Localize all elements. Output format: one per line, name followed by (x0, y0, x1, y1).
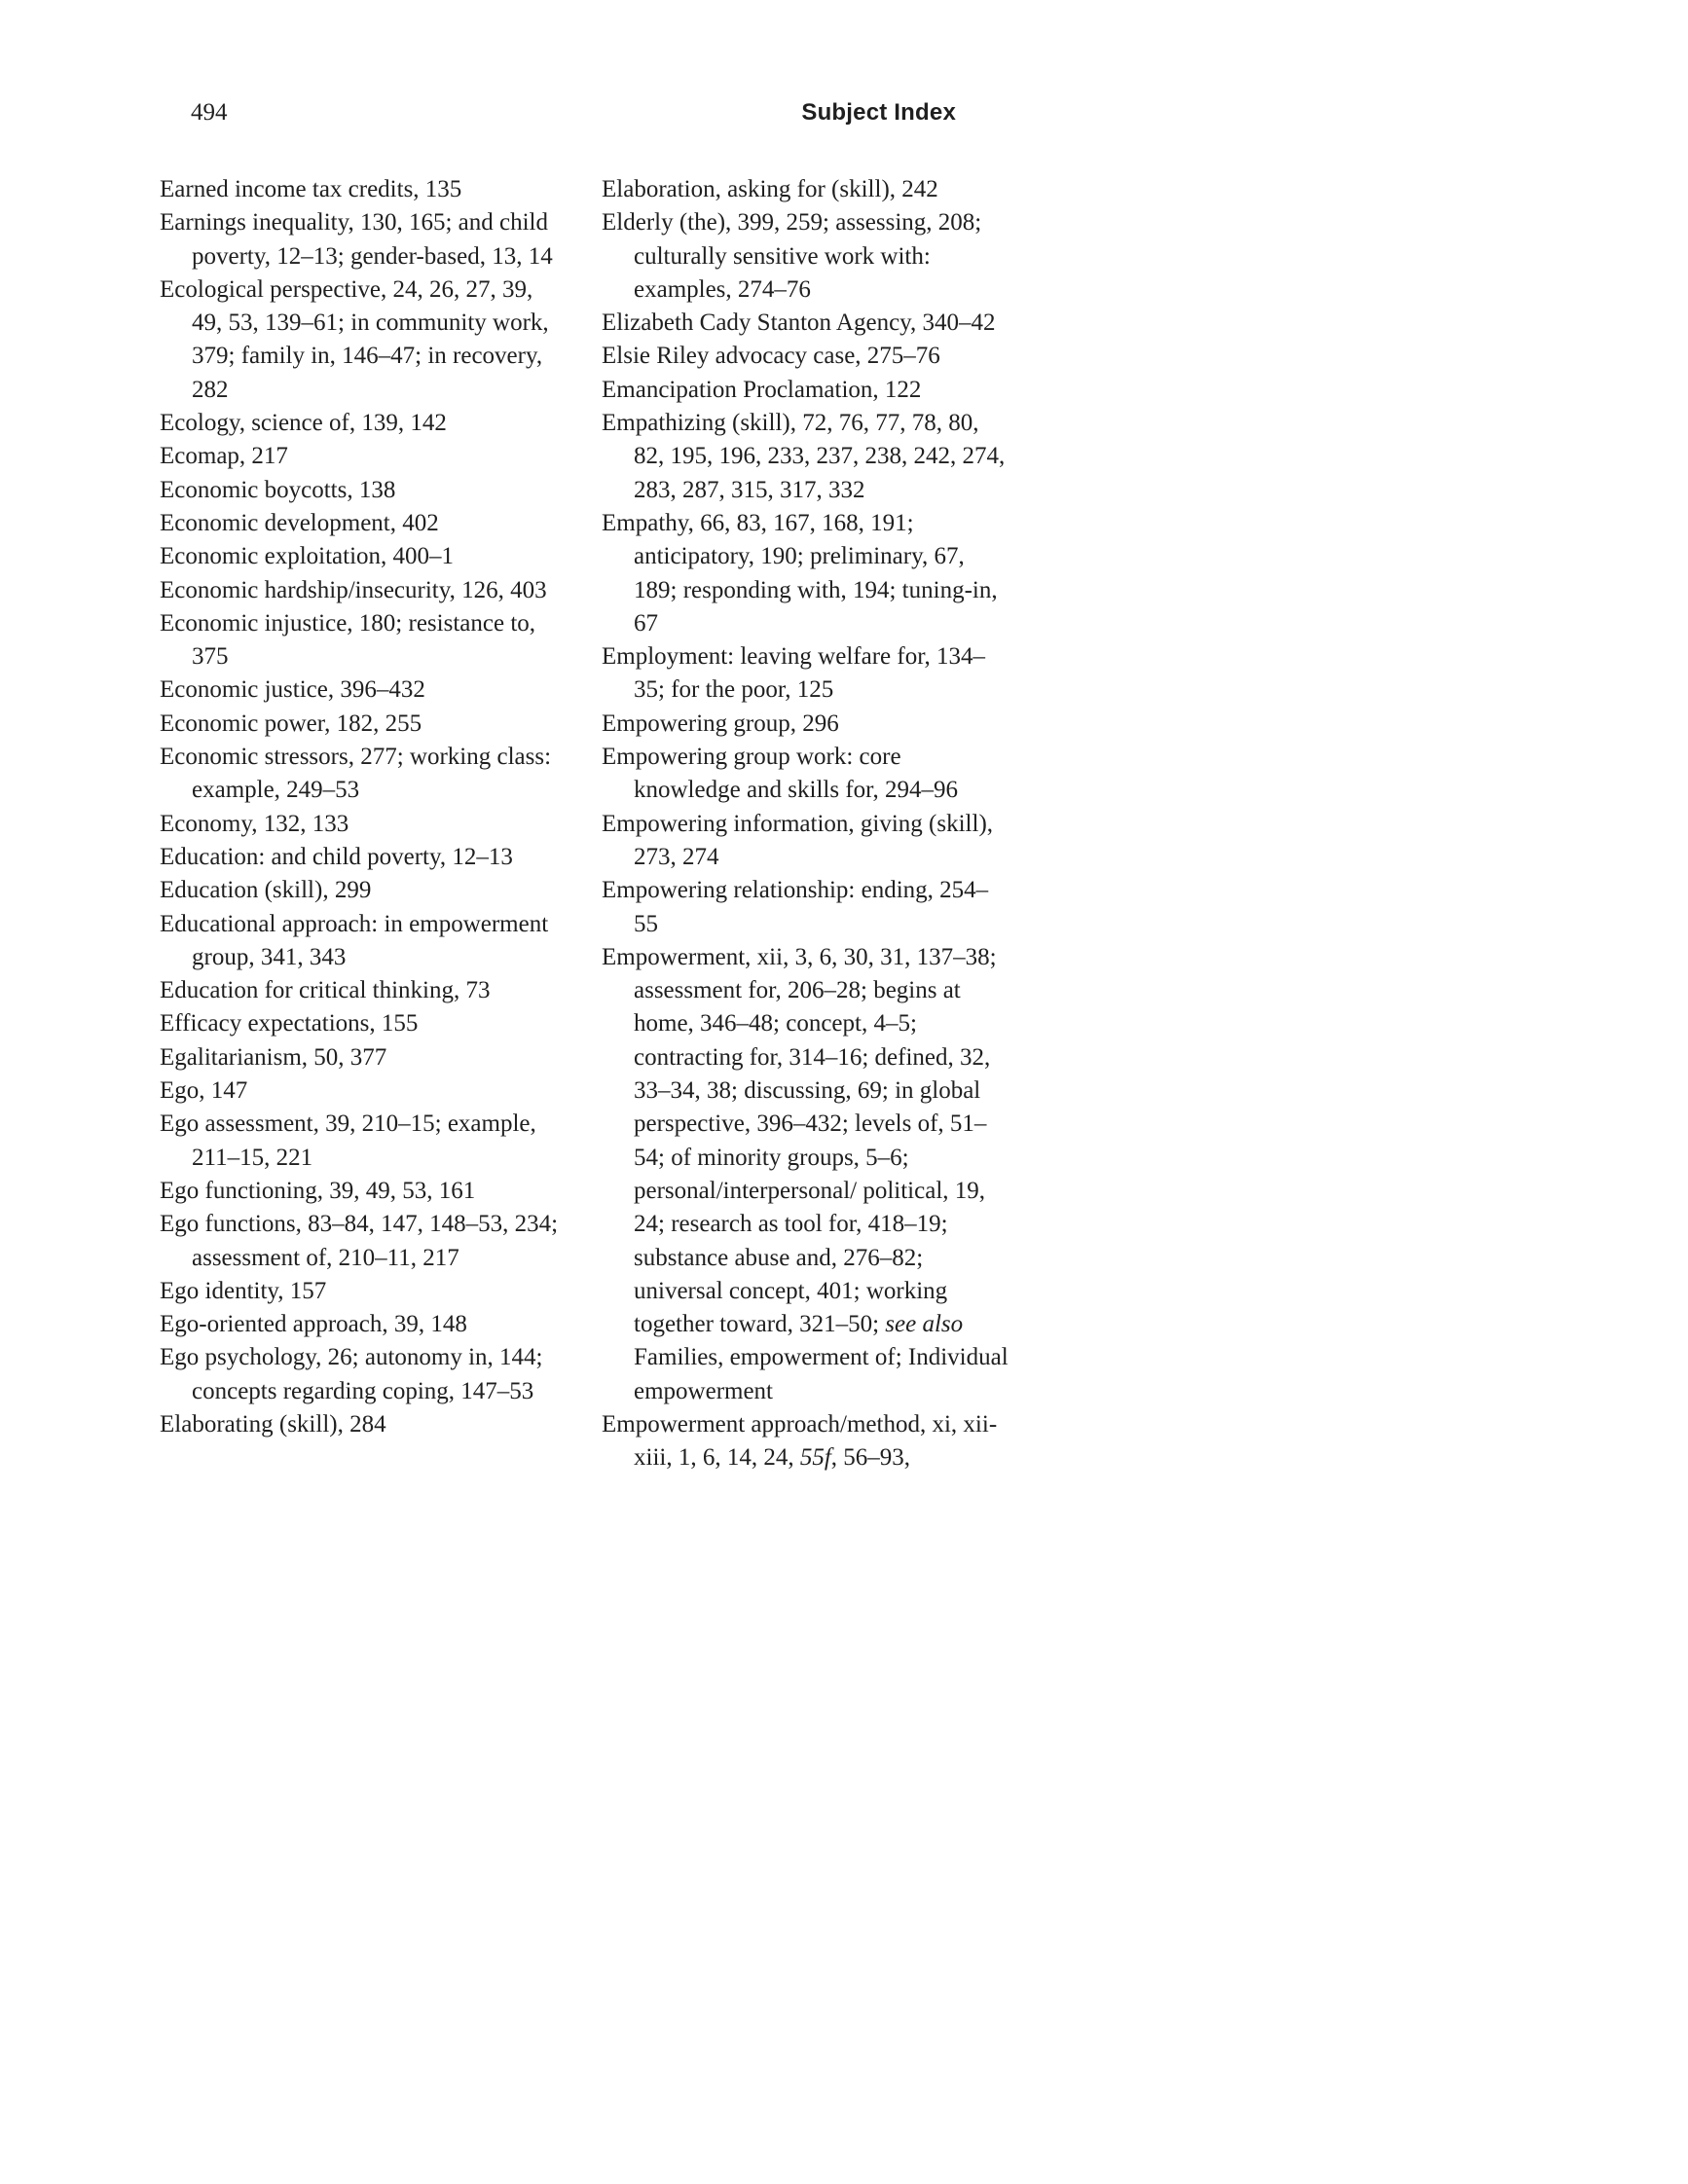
index-column-left (160, 173, 569, 1441)
index-entry: Economy, 132, 133 (160, 810, 349, 837)
index-entry: Empathizing (skill), 72, 76, 77, 78, 80, 82, 195, 196, 233, 237, 238, 242, 274, 283, 287, 315, 317, 332 (602, 410, 1006, 503)
index-entry: Educational approach: in empowerment group, 341, 343 (160, 910, 549, 970)
index-entry: Economic hardship/insecurity, 126, 403 (160, 576, 547, 603)
index-entry: Elderly (the), 399, 259; assessing, 208; culturally sensitive work with: examples, 274–76 (602, 209, 982, 303)
index-entry: Ecology, science of, 139, 142 (160, 410, 447, 437)
figure-reference: 55f (799, 1444, 831, 1472)
index-entry: Education (skill), 299 (160, 877, 372, 904)
index-entry: Emancipation Proclamation, 122 (602, 376, 922, 403)
index-entry: Ego-oriented approach, 39, 148 (160, 1311, 467, 1338)
index-entry: Economic stressors, 277; working class: example, 249–53 (160, 744, 552, 804)
index-entry: Ego identity, 157 (160, 1277, 327, 1304)
page-header (191, 93, 956, 132)
running-head: Subject Index (801, 99, 956, 126)
index-entry: Economic justice, 396–432 (160, 676, 425, 704)
index-entry: Empowering group, 296 (602, 710, 839, 737)
index-entry: Empowering relationship: ending, 254–55 (602, 877, 989, 937)
see-also-targets: Families, empowerment of; Individual empowerment (634, 1344, 1009, 1404)
index-entry: Ego, 147 (160, 1077, 248, 1105)
index-entry: Egalitarianism, 50, 377 (160, 1043, 387, 1071)
index-entry: Efficacy expectations, 155 (160, 1010, 419, 1037)
index-entry: Economic power, 182, 255 (160, 710, 422, 737)
index-entry: Ego functions, 83–84, 147, 148–53, 234; assessment of, 210–11, 217 (160, 1211, 559, 1271)
index-entry-empowerment (602, 941, 1010, 1408)
index-entry: Elizabeth Cady Stanton Agency, 340–42 (602, 309, 996, 337)
index-entry: Ego functioning, 39, 49, 53, 161 (160, 1177, 476, 1204)
index-entry-text: Empowerment approach/method, xi, xii-xiii, 1, 6, 14, 24, (602, 1410, 998, 1472)
index-entry: Ego psychology, 26; autonomy in, 144; concepts regarding coping, 147–53 (160, 1344, 543, 1404)
index-column-right (602, 173, 1010, 1475)
index-entry: Employment: leaving welfare for, 134–35; for the poor, 125 (602, 643, 986, 704)
index-entry: Economic exploitation, 400–1 (160, 543, 455, 570)
index-entry: Earned income tax credits, 135 (160, 176, 462, 202)
index-entry-empowerment-approach (602, 1408, 1010, 1475)
index-entry: Earnings inequality, 130, 165; and child poverty, 12–13; gender-based, 13, 14 (160, 209, 553, 270)
index-entry: Ecomap, 217 (160, 443, 288, 470)
index-entry: Economic development, 402 (160, 509, 439, 536)
index-entry: Education: and child poverty, 12–13 (160, 843, 513, 870)
index-entry: Ecological perspective, 24, 26, 27, 39, 49, 53, 139–61; in community work, 379; family in, 146–47; in recovery, 282 (160, 275, 549, 403)
index-entry: Education for critical thinking, 73 (160, 977, 491, 1004)
index-entry: Economic boycotts, 138 (160, 476, 396, 503)
index-entry: Empathy, 66, 83, 167, 168, 191; anticipatory, 190; preliminary, 67, 189; responding with, 194; tuning-in, 67 (602, 509, 998, 637)
index-entry: Elaboration, asking for (skill), 242 (602, 176, 938, 202)
index-entry: Elaborating (skill), 284 (160, 1410, 386, 1438)
index-entry: Ego assessment, 39, 210–15; example, 211–15, 221 (160, 1110, 536, 1171)
index-entry: Economic injustice, 180; resistance to, 375 (160, 609, 536, 671)
index-entry-text: Empowerment, xii, 3, 6, 30, 31, 137–38; assessment for, 206–28; begins at home, 346–48; concept, 4–5; contracting for, 314–16; defined, 32, 33–34, 38; discussing, 69; in global perspective, 396–432; levels of, 51–54; of minority groups, 5–6; personal/interpersonal/ political, 19, 24; research as tool for, 418–19; substance abuse and, 276–82; universal concept, 401; working together toward, 321–50; (602, 943, 997, 1338)
page-number: 494 (191, 99, 228, 126)
index-entry: Empowering information, giving (skill), 273, 274 (602, 810, 994, 870)
see-also-label: see also (885, 1311, 964, 1338)
index-entry: Elsie Riley advocacy case, 275–76 (602, 343, 940, 370)
index-entry-text: , 56–93, (830, 1444, 911, 1472)
index-entry: Empowering group work: core knowledge and skills for, 294–96 (602, 744, 958, 804)
